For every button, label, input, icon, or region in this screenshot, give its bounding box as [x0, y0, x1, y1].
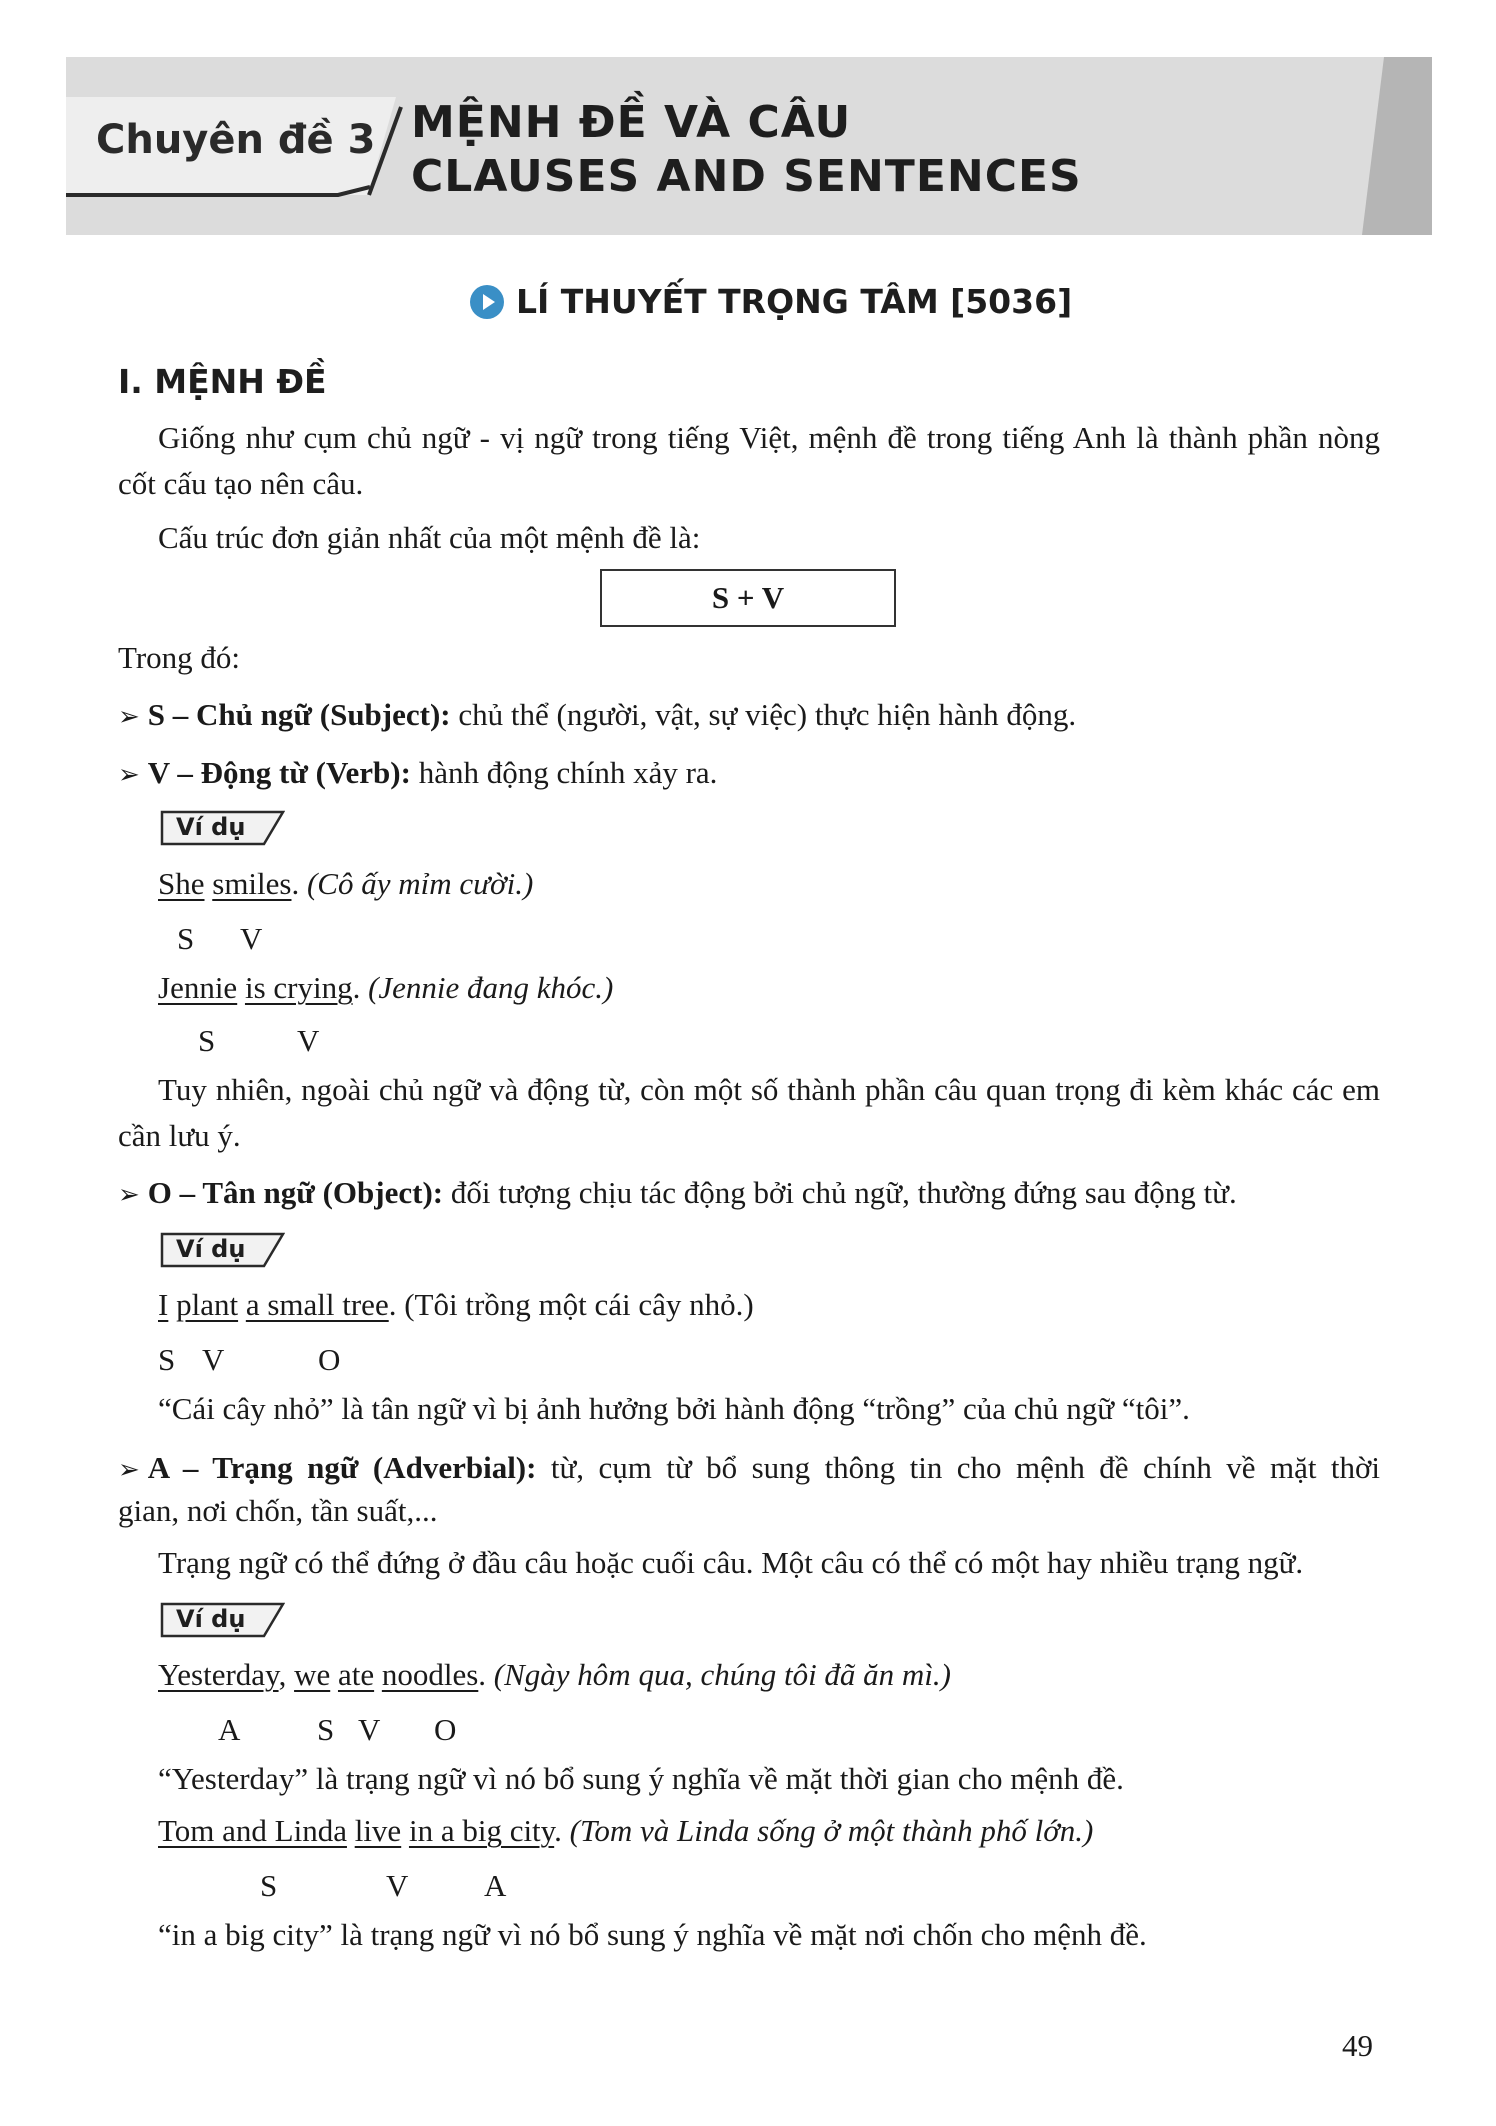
label-s: S [260, 1868, 278, 1903]
definition-object: ➢ O – Tân ngữ (Object): đối tượng chịu tác động bởi chủ ngữ, thường đứng sau động từ. [118, 1175, 1237, 1210]
label-s: S [177, 921, 195, 956]
example-badge: Ví dụ [160, 1232, 285, 1268]
example-5-sentence: Tom and Linda live in a big city. (Tom và Linda sống ở một thành phố lớn.) [158, 1813, 1094, 1848]
chapter-title-vi: MỆNH ĐỀ VÀ CÂU [411, 97, 852, 148]
intro-paragraph: Giống như cụm chủ ngữ - vị ngữ trong tiếng Việt, mệnh đề trong tiếng Anh là thành phần nòng cốt cấu tạo nên câu. [118, 420, 1380, 501]
label-a: A [218, 1712, 241, 1747]
arrow-bullet-icon: ➢ [118, 1455, 140, 1485]
label-v: V [386, 1868, 409, 1903]
label-v: V [240, 921, 263, 956]
example-4-note: “Yesterday” là trạng ngữ vì nó bổ sung ý nghĩa về mặt thời gian cho mệnh đề. [158, 1761, 1124, 1796]
adverbial-note: Trạng ngữ có thể đứng ở đầu câu hoặc cuối câu. Một câu có thể có một hay nhiều trạng ngữ. [158, 1545, 1304, 1580]
where-label: Trong đó: [118, 640, 241, 675]
example-4-sentence: Yesterday, we ate noodles. (Ngày hôm qua, chúng tôi đã ăn mì.) [158, 1657, 952, 1692]
arrow-bullet-icon: ➢ [118, 1180, 140, 1210]
example-badge: Ví dụ [160, 810, 285, 846]
example-1-sentence: She smiles. (Cô ấy mỉm cười.) [158, 866, 534, 901]
structure-intro: Cấu trúc đơn giản nhất của một mệnh đề là: [158, 520, 701, 555]
chapter-title-en: CLAUSES AND SENTENCES [411, 151, 1082, 202]
label-o: O [318, 1342, 341, 1377]
label-v: V [297, 1023, 320, 1058]
section-title-text: LÍ THUYẾT TRỌNG TÂM [5036] [516, 282, 1073, 321]
arrow-bullet-icon: ➢ [118, 760, 140, 790]
formula-box [600, 569, 896, 627]
label-o: O [434, 1712, 457, 1747]
definition-adverbial: ➢ A – Trạng ngữ (Adverbial): từ, cụm từ bổ sung thông tin cho mệnh đề chính về mặt thời [118, 1450, 1380, 1485]
play-circle-icon [470, 285, 504, 319]
arrow-bullet-icon: ➢ [118, 702, 140, 732]
definition-adverbial-cont: gian, nơi chốn, tần suất,... [118, 1493, 438, 1528]
example-5-note: “in a big city” là trạng ngữ vì nó bổ sung ý nghĩa về mặt nơi chốn cho mệnh đề. [158, 1917, 1147, 1952]
label-s: S [317, 1712, 335, 1747]
however-paragraph: Tuy nhiên, ngoài chủ ngữ và động từ, còn một số thành phần câu quan trọng đi kèm khác các em cần lưu ý. [118, 1072, 1380, 1153]
example-3-sentence: I plant a small tree. (Tôi trồng một cái cây nhỏ.) [158, 1287, 754, 1322]
page-number: 49 [1342, 2028, 1373, 2063]
definition-verb: ➢ V – Động từ (Verb): hành động chính xảy ra. [118, 755, 718, 790]
definition-subject: ➢ S – Chủ ngữ (Subject): chủ thể (người, vật, sự việc) thực hiện hành động. [118, 697, 1077, 732]
example-2-sentence: Jennie is crying. (Jennie đang khóc.) [158, 970, 614, 1005]
chapter-banner [66, 57, 1432, 235]
example-3-note: “Cái cây nhỏ” là tân ngữ vì bị ảnh hưởng bởi hành động “trồng” của chủ ngữ “tôi”. [158, 1391, 1190, 1426]
label-v: V [202, 1342, 225, 1377]
section-title [470, 282, 1072, 321]
label-s: S [158, 1342, 176, 1377]
heading-clauses: I. MỆNH ĐỀ [118, 362, 327, 401]
example-badge: Ví dụ [160, 1602, 285, 1638]
formula-text: S + V [711, 580, 785, 615]
label-s: S [198, 1023, 216, 1058]
label-a: A [484, 1868, 507, 1903]
label-v: V [358, 1712, 381, 1747]
chapter-tag: Chuyên đề 3 [96, 117, 376, 163]
